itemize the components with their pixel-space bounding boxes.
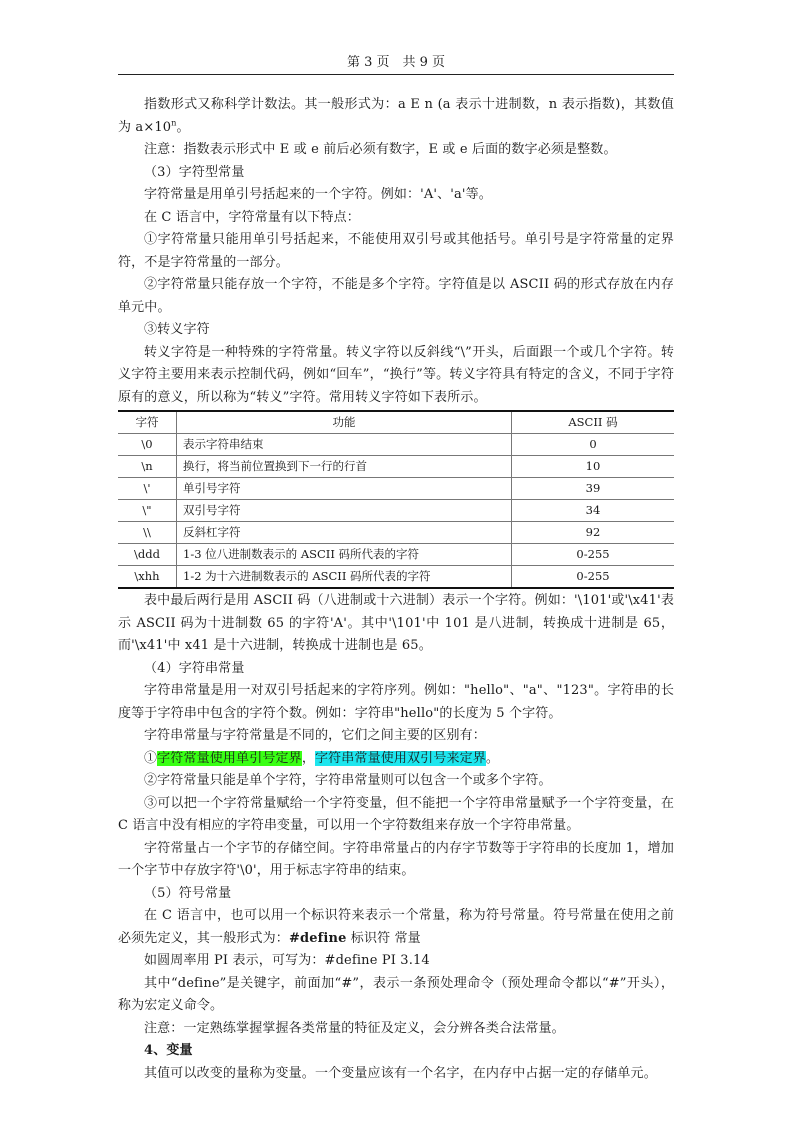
paragraph-difference-2: ②字符常量只能是单个字符，字符串常量则可以包含一个或多个字符。 bbox=[144, 773, 552, 788]
table-cell: 92 bbox=[512, 522, 675, 544]
table-cell: \ddd bbox=[118, 544, 177, 566]
paragraph-char-features-intro: 在 C 语言中，字符常量有以下特点： bbox=[144, 209, 360, 225]
table-row bbox=[118, 566, 674, 589]
paragraph-define-explanation: 其中“define”是关键字，前面加“#”，表示一条预处理命令（预处理命令都以“#”开头），称为宏定义命令。 bbox=[118, 975, 674, 1013]
paragraph-ascii-escape-example: 表中最后两行是用 ASCII 码（八进制或十六进制）表示一个字符。例如：'\101'或'\x41'表示 ASCII 码为十进制数 65 的字符'A'。其中'\101'中 101 是八进制，转换成十进制是 65，而'\x41'中 x41 是十六进制，转换成十进制也是 65。 bbox=[118, 593, 674, 653]
table-row bbox=[118, 500, 674, 522]
text-run: ， bbox=[301, 750, 315, 766]
table-cell: 0 bbox=[512, 434, 675, 456]
section-heading-symbolic-constant: （5）符号常量 bbox=[144, 885, 232, 901]
table-row bbox=[118, 522, 674, 544]
table-cell: 1-2 为十六进制数表示的 ASCII 码所代表的字符 bbox=[177, 566, 512, 589]
text-run: 。 bbox=[176, 119, 190, 135]
header-rule bbox=[118, 74, 674, 75]
table-row bbox=[118, 456, 674, 478]
paragraph-storage-size: 字符常量占一个字节的存储空间。字符串常量占的内存字节数等于字符串的长度加 1，增加一个字节中存放字符'\0'，用于标志字符串的结束。 bbox=[118, 840, 674, 878]
paragraph-escape-intro: 转义字符是一种特殊的字符常量。转义字符以反斜线“\”开头，后面跟一个或几个字符。转义字符主要用来表示控制代码，例如“回车”，“换行”等。转义字符具有特定的含义，不同于字符原有的意义，所以称为“转义”字符。常用转义字符如下表所示。 bbox=[118, 344, 674, 405]
text-run: ① bbox=[144, 750, 158, 766]
escape-char-table bbox=[118, 410, 674, 589]
paragraph-symbolic-constant-def bbox=[118, 905, 674, 950]
paragraph-char-constant-def: 字符常量是用单引号括起来的一个字符。例如：'A'、'a'等。 bbox=[144, 187, 492, 202]
table-header-cell: 字符 bbox=[118, 411, 177, 434]
paragraph-constant-note: 注意：一定熟练掌握掌握各类常量的特征及定义，会分辨各类合法常量。 bbox=[144, 1020, 565, 1036]
table-row bbox=[118, 478, 674, 500]
highlight-green: 字符常量使用单引号定界 bbox=[157, 750, 302, 766]
paragraph-difference-1 bbox=[118, 748, 674, 771]
table-cell: 0-255 bbox=[512, 566, 675, 589]
table-cell: 34 bbox=[512, 500, 675, 522]
section-heading-variables: 4、变量 bbox=[144, 1043, 193, 1058]
text-run: 在 C 语言中，也可以用一个标识符来表示一个常量，称为符号常量。符号常量在使用之前必须先定义，其一般形式为： bbox=[118, 908, 674, 946]
text-run: 。 bbox=[485, 750, 500, 766]
table-header-row bbox=[118, 411, 674, 434]
table-cell: \" bbox=[118, 500, 177, 522]
text-run: 标识符 常量 bbox=[346, 930, 421, 946]
table-row bbox=[118, 544, 674, 566]
table-cell: 单引号字符 bbox=[177, 478, 512, 500]
paragraph-exponent-form bbox=[118, 94, 674, 139]
table-cell: 表示字符串结束 bbox=[177, 434, 512, 456]
table-cell: \xhh bbox=[118, 566, 177, 589]
table-cell: 39 bbox=[512, 478, 675, 500]
paragraph-exponent-note: 注意：指数表示形式中 E 或 e 前后必须有数字，E 或 e 后面的数字必须是整数。 bbox=[144, 142, 617, 157]
text-run: 指数形式又称科学计数法。其一般形式为：a E n (a 表示十进制数，n 表示指数)，其数值为 a×10 bbox=[118, 97, 674, 135]
paragraph-difference-3: ③可以把一个字符常量赋给一个字符变量，但不能把一个字符串常量赋予一个字符变量，在 C 语言中没有相应的字符串变量，可以用一个字符数组来存放一个字符串常量。 bbox=[118, 795, 674, 833]
table-cell: 1-3 位八进制数表示的 ASCII 码所代表的字符 bbox=[177, 544, 512, 566]
section-heading-string-constant: （4）字符串常量 bbox=[144, 660, 245, 676]
superscript-n: n bbox=[171, 118, 177, 128]
paragraph-feature-2: ②字符常量只能存放一个字符，不能是多个字符。字符值是以 ASCII 码的形式存放在内存单元中。 bbox=[118, 277, 674, 315]
table-cell: \\ bbox=[118, 522, 177, 544]
table-header-cell: 功能 bbox=[177, 411, 512, 434]
table-cell: 0-255 bbox=[512, 544, 675, 566]
paragraph-string-vs-char-intro: 字符串常量与字符常量是不同的，它们之间主要的区别有： bbox=[144, 728, 486, 743]
highlight-cyan: 字符串常量使用双引号来定界 bbox=[314, 750, 486, 766]
paragraph-string-constant-def: 字符串常量是用一对双引号括起来的字符序列。例如："hello"、"a"、"123"。字符串的长度等于字符串中包含的字符个数。例如：字符串"hello"的长度为 5 个字符。 bbox=[118, 683, 674, 721]
table-cell: \' bbox=[118, 478, 177, 500]
page-header: 第 3 页 共 9 页 bbox=[346, 55, 446, 70]
table-row bbox=[118, 434, 674, 456]
section-heading-char-constant: （3）字符型常量 bbox=[144, 164, 245, 180]
table-cell: 10 bbox=[512, 456, 675, 478]
table-cell: \n bbox=[118, 456, 177, 478]
paragraph-feature-3-heading: ③转义字符 bbox=[144, 322, 210, 337]
paragraph-variable-def: 其值可以改变的量称为变量。一个变量应该有一个名字，在内存中占据一定的存储单元。 bbox=[144, 1065, 657, 1081]
table-cell: \0 bbox=[118, 434, 177, 456]
page-content bbox=[118, 94, 674, 1085]
paragraph-feature-1: ①字符常量只能用单引号括起来，不能使用双引号或其他括号。单引号是字符常量的定界符，不是字符常量的一部分。 bbox=[118, 232, 674, 270]
table-cell: 换行，将当前位置换到下一行的行首 bbox=[177, 456, 512, 478]
table-cell: 双引号字符 bbox=[177, 500, 512, 522]
define-keyword: #define bbox=[288, 930, 347, 946]
table-header-cell: ASCII 码 bbox=[512, 411, 675, 434]
paragraph-pi-example: 如圆周率用 PI 表示，可写为：#define PI 3.14 bbox=[144, 953, 430, 968]
table-cell: 反斜杠字符 bbox=[177, 522, 512, 544]
